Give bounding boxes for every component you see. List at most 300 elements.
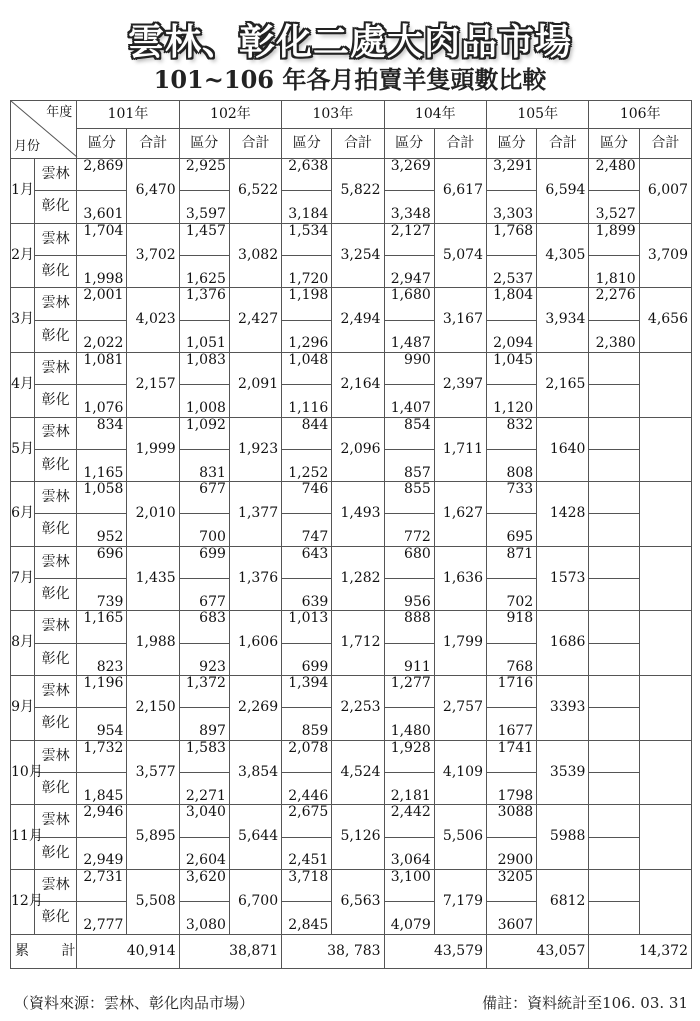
month-total: 5,822 [332,159,384,224]
month-total: 5,508 [127,869,179,934]
changhua-count: 808 [487,449,537,481]
city-yunlin: 雲林 [35,288,77,320]
month-total: 3,854 [229,740,281,805]
month-total: 1,636 [434,546,486,611]
month-total: 6,594 [537,159,589,224]
changhua-count: 3,080 [179,902,229,934]
yunlin-count: 855 [384,482,434,514]
changhua-count: 956 [384,579,434,611]
subtotal-header: 合計 [434,129,486,159]
city-yunlin: 雲林 [35,159,77,191]
month-total: 3,577 [127,740,179,805]
month-total: 1,435 [127,546,179,611]
changhua-count [589,708,639,740]
yunlin-count: 1,058 [77,482,127,514]
month-total: 6,470 [127,159,179,224]
yunlin-count: 3,620 [179,869,229,901]
yunlin-count: 1,048 [282,352,332,384]
month-total: 3,702 [127,223,179,288]
changhua-count: 695 [487,514,537,546]
yunlin-count: 696 [77,546,127,578]
city-yunlin: 雲林 [35,611,77,643]
yunlin-count [589,352,639,384]
month-total: 2,253 [332,676,384,741]
yunlin-count: 643 [282,546,332,578]
city-changhua: 彰化 [35,837,77,869]
yunlin-count: 1716 [487,676,537,708]
month-total: 2,269 [229,676,281,741]
yunlin-count [589,417,639,449]
yunlin-count: 2,675 [282,805,332,837]
yunlin-count: 746 [282,482,332,514]
month-total: 3,082 [229,223,281,288]
month-label: 7月 [11,546,35,611]
yunlin-count: 1,045 [487,352,537,384]
city-yunlin: 雲林 [35,740,77,772]
changhua-count: 2,947 [384,255,434,287]
yunlin-count: 2,869 [77,159,127,191]
month-total: 2,165 [537,352,589,417]
month-total [639,611,691,676]
month-total: 1,376 [229,546,281,611]
yunlin-count: 1,768 [487,223,537,255]
yunlin-count: 2,442 [384,805,434,837]
yunlin-count: 1,013 [282,611,332,643]
changhua-count: 1,407 [384,385,434,417]
yunlin-count: 1,394 [282,676,332,708]
changhua-count: 1,076 [77,385,127,417]
changhua-count: 1,625 [179,255,229,287]
month-total: 5,074 [434,223,486,288]
month-total: 4,305 [537,223,589,288]
city-changhua: 彰化 [35,191,77,223]
yunlin-count: 2,480 [589,159,639,191]
changhua-count: 1,845 [77,772,127,804]
changhua-count: 3,064 [384,837,434,869]
month-label: 10月 [11,740,35,805]
changhua-count: 897 [179,708,229,740]
changhua-count: 823 [77,643,127,675]
changhua-count: 1,008 [179,385,229,417]
changhua-count: 1798 [487,772,537,804]
category-header: 區分 [282,129,332,159]
changhua-count: 3,184 [282,191,332,223]
city-yunlin: 雲林 [35,352,77,384]
month-total [639,546,691,611]
subtotal-header: 合計 [127,129,179,159]
subtotal-header: 合計 [332,129,384,159]
table-row [11,159,692,191]
changhua-count: 3,601 [77,191,127,223]
month-total: 2,091 [229,352,281,417]
category-header: 區分 [589,129,639,159]
table-row [11,869,692,901]
month-total: 5,895 [127,805,179,870]
month-total: 1,799 [434,611,486,676]
month-total: 6812 [537,869,589,934]
changhua-count: 2,380 [589,320,639,352]
category-header: 區分 [179,129,229,159]
month-total: 4,524 [332,740,384,805]
yunlin-count: 834 [77,417,127,449]
table-row [11,223,692,255]
month-total: 2,157 [127,352,179,417]
month-total: 1,999 [127,417,179,482]
year-header: 102年 [179,101,281,129]
city-changhua: 彰化 [35,772,77,804]
yunlin-count [589,482,639,514]
yunlin-count: 3,269 [384,159,434,191]
yunlin-count: 680 [384,546,434,578]
month-total: 6,617 [434,159,486,224]
year-total: 43,579 [384,934,486,969]
month-total: 5,506 [434,805,486,870]
month-total: 1,712 [332,611,384,676]
table-row [11,805,692,837]
month-total: 1,627 [434,482,486,547]
changhua-count: 2900 [487,837,537,869]
changhua-count: 1,120 [487,385,537,417]
yunlin-count: 683 [179,611,229,643]
table-row [11,482,692,514]
year-header-row [11,101,692,129]
table-row [11,352,692,384]
month-total: 1,377 [229,482,281,547]
changhua-count: 1,116 [282,385,332,417]
yunlin-count: 844 [282,417,332,449]
changhua-count: 1,296 [282,320,332,352]
month-total: 6,522 [229,159,281,224]
year-header: 105年 [487,101,589,129]
yunlin-count: 3,100 [384,869,434,901]
month-total: 3,254 [332,223,384,288]
yunlin-count: 2,925 [179,159,229,191]
changhua-count: 3,348 [384,191,434,223]
yunlin-count: 1,277 [384,676,434,708]
year-total: 38,871 [179,934,281,969]
changhua-count: 1,487 [384,320,434,352]
city-changhua: 彰化 [35,449,77,481]
month-total [639,676,691,741]
changhua-count: 772 [384,514,434,546]
yunlin-count [589,869,639,901]
city-changhua: 彰化 [35,514,77,546]
yunlin-count: 1,198 [282,288,332,320]
auction-table [10,100,692,969]
yunlin-count: 918 [487,611,537,643]
changhua-count: 1,810 [589,255,639,287]
yunlin-count: 1,704 [77,223,127,255]
month-total: 2,150 [127,676,179,741]
yunlin-count: 2,638 [282,159,332,191]
month-label: 8月 [11,611,35,676]
city-changhua: 彰化 [35,708,77,740]
yunlin-count [589,546,639,578]
category-header: 區分 [384,129,434,159]
year-total: 14,372 [589,934,692,969]
year-total: 38, 783 [282,934,384,969]
changhua-count: 699 [282,643,332,675]
month-total: 4,656 [639,288,691,353]
month-label: 2月 [11,223,35,288]
yunlin-count: 3,040 [179,805,229,837]
changhua-count: 747 [282,514,332,546]
changhua-count: 2,451 [282,837,332,869]
changhua-count: 4,079 [384,902,434,934]
changhua-count: 911 [384,643,434,675]
changhua-count [589,772,639,804]
data-date-note: 備註：資料統計至106. 03. 31 [482,994,688,1012]
changhua-count: 2,537 [487,255,537,287]
yunlin-count: 2,078 [282,740,332,772]
changhua-count: 2,777 [77,902,127,934]
month-total: 1,988 [127,611,179,676]
city-yunlin: 雲林 [35,417,77,449]
yunlin-count: 2,001 [77,288,127,320]
table-row [11,676,692,708]
page-title: 雲林、彰化二處大肉品市場 [127,22,572,63]
changhua-count [589,449,639,481]
changhua-count: 2,845 [282,902,332,934]
city-yunlin: 雲林 [35,676,77,708]
subtotal-header: 合計 [229,129,281,159]
month-label: 9月 [11,676,35,741]
yunlin-count: 3,718 [282,869,332,901]
yunlin-count: 677 [179,482,229,514]
city-changhua: 彰化 [35,643,77,675]
month-label: 5月 [11,417,35,482]
changhua-count: 1,252 [282,449,332,481]
month-total [639,740,691,805]
month-total: 3539 [537,740,589,805]
changhua-count: 677 [179,579,229,611]
month-label: 3月 [11,288,35,353]
month-total: 1,711 [434,417,486,482]
changhua-count [589,837,639,869]
year-header: 101年 [77,101,179,129]
month-total: 4,109 [434,740,486,805]
year-header: 103年 [282,101,384,129]
yunlin-count: 2,731 [77,869,127,901]
subtotal-header: 合計 [537,129,589,159]
yunlin-count: 699 [179,546,229,578]
yunlin-count: 2,946 [77,805,127,837]
month-label: 12月 [11,869,35,934]
month-total: 3,934 [537,288,589,353]
category-header: 區分 [487,129,537,159]
changhua-count: 2,022 [77,320,127,352]
changhua-count: 1,480 [384,708,434,740]
yunlin-count [589,805,639,837]
yunlin-count: 1,457 [179,223,229,255]
city-yunlin: 雲林 [35,869,77,901]
city-yunlin: 雲林 [35,546,77,578]
month-total: 7,179 [434,869,486,934]
changhua-count: 1,998 [77,255,127,287]
city-changhua: 彰化 [35,579,77,611]
city-yunlin: 雲林 [35,805,77,837]
year-total: 43,057 [487,934,589,969]
yunlin-count: 3088 [487,805,537,837]
table-row [11,546,692,578]
month-total [639,417,691,482]
yunlin-count: 1,196 [77,676,127,708]
yunlin-count: 1,081 [77,352,127,384]
changhua-count: 952 [77,514,127,546]
changhua-count [589,902,639,934]
yunlin-count [589,676,639,708]
year-header: 106年 [589,101,692,129]
yunlin-count: 1741 [487,740,537,772]
subtotal-header: 合計 [639,129,691,159]
yunlin-count: 1,899 [589,223,639,255]
month-total: 6,007 [639,159,691,224]
month-total: 4,023 [127,288,179,353]
changhua-count: 857 [384,449,434,481]
yunlin-count: 1,083 [179,352,229,384]
total-row [11,934,692,969]
changhua-count: 2,949 [77,837,127,869]
changhua-count: 2,181 [384,772,434,804]
yunlin-count: 1,092 [179,417,229,449]
year-header: 104年 [384,101,486,129]
changhua-count: 3,597 [179,191,229,223]
yunlin-count: 733 [487,482,537,514]
corner-month-label: 月份 [14,138,41,154]
yunlin-count [589,740,639,772]
table-row [11,740,692,772]
yunlin-count: 854 [384,417,434,449]
yunlin-count: 1,372 [179,676,229,708]
changhua-count: 2,094 [487,320,537,352]
table-row [11,417,692,449]
month-total: 1,606 [229,611,281,676]
yunlin-count: 1,165 [77,611,127,643]
yunlin-count: 3205 [487,869,537,901]
changhua-count: 923 [179,643,229,675]
corner-year-label: 年度 [46,105,73,120]
city-changhua: 彰化 [35,902,77,934]
sub-header-row [11,129,692,159]
month-total: 2,164 [332,352,384,417]
page-subtitle: 101~106 年各月拍賣羊隻頭數比較 [153,65,547,94]
changhua-count: 2,271 [179,772,229,804]
yunlin-count: 1,534 [282,223,332,255]
changhua-count: 954 [77,708,127,740]
month-total: 6,563 [332,869,384,934]
month-total: 1573 [537,546,589,611]
category-header: 區分 [77,129,127,159]
yunlin-count: 832 [487,417,537,449]
changhua-count: 700 [179,514,229,546]
changhua-count: 831 [179,449,229,481]
changhua-count: 1,720 [282,255,332,287]
month-total: 5,644 [229,805,281,870]
total-label: 累 計 [11,934,77,969]
month-total: 2,010 [127,482,179,547]
changhua-count: 702 [487,579,537,611]
month-total: 5,126 [332,805,384,870]
corner-header [11,101,77,159]
yunlin-count: 871 [487,546,537,578]
month-total: 3,709 [639,223,691,288]
yunlin-count: 1,804 [487,288,537,320]
month-total: 3393 [537,676,589,741]
changhua-count: 859 [282,708,332,740]
yunlin-count: 3,291 [487,159,537,191]
changhua-count: 1,051 [179,320,229,352]
month-total: 1428 [537,482,589,547]
yunlin-count: 2,127 [384,223,434,255]
month-label: 6月 [11,482,35,547]
yunlin-count: 1,680 [384,288,434,320]
city-yunlin: 雲林 [35,223,77,255]
month-label: 1月 [11,159,35,224]
month-total: 2,494 [332,288,384,353]
yunlin-count: 1,928 [384,740,434,772]
changhua-count [589,385,639,417]
month-total: 1,282 [332,546,384,611]
month-total [639,482,691,547]
changhua-count: 3,303 [487,191,537,223]
city-changhua: 彰化 [35,320,77,352]
changhua-count: 739 [77,579,127,611]
yunlin-count: 2,276 [589,288,639,320]
changhua-count: 2,604 [179,837,229,869]
source-note: （資料來源：雲林、彰化肉品市場） [14,994,255,1012]
yunlin-count: 1,376 [179,288,229,320]
table-row [11,288,692,320]
city-changhua: 彰化 [35,255,77,287]
month-total: 1686 [537,611,589,676]
month-total: 5988 [537,805,589,870]
yunlin-count: 1,732 [77,740,127,772]
month-total: 3,167 [434,288,486,353]
changhua-count: 639 [282,579,332,611]
changhua-count: 768 [487,643,537,675]
month-total: 1,493 [332,482,384,547]
changhua-count [589,643,639,675]
month-label: 11月 [11,805,35,870]
changhua-count: 3,527 [589,191,639,223]
yunlin-count: 888 [384,611,434,643]
month-total: 2,096 [332,417,384,482]
yunlin-count [589,611,639,643]
changhua-count [589,514,639,546]
month-total [639,869,691,934]
changhua-count: 1,165 [77,449,127,481]
month-label: 4月 [11,352,35,417]
changhua-count: 1677 [487,708,537,740]
changhua-count: 3607 [487,902,537,934]
month-total [639,805,691,870]
month-total: 1,923 [229,417,281,482]
month-total [639,352,691,417]
month-total: 2,427 [229,288,281,353]
city-yunlin: 雲林 [35,482,77,514]
changhua-count [589,579,639,611]
month-total: 2,757 [434,676,486,741]
changhua-count: 2,446 [282,772,332,804]
yunlin-count: 1,583 [179,740,229,772]
year-total: 40,914 [77,934,179,969]
yunlin-count: 990 [384,352,434,384]
month-total: 1640 [537,417,589,482]
month-total: 6,700 [229,869,281,934]
city-changhua: 彰化 [35,385,77,417]
month-total: 2,397 [434,352,486,417]
table-row [11,611,692,643]
